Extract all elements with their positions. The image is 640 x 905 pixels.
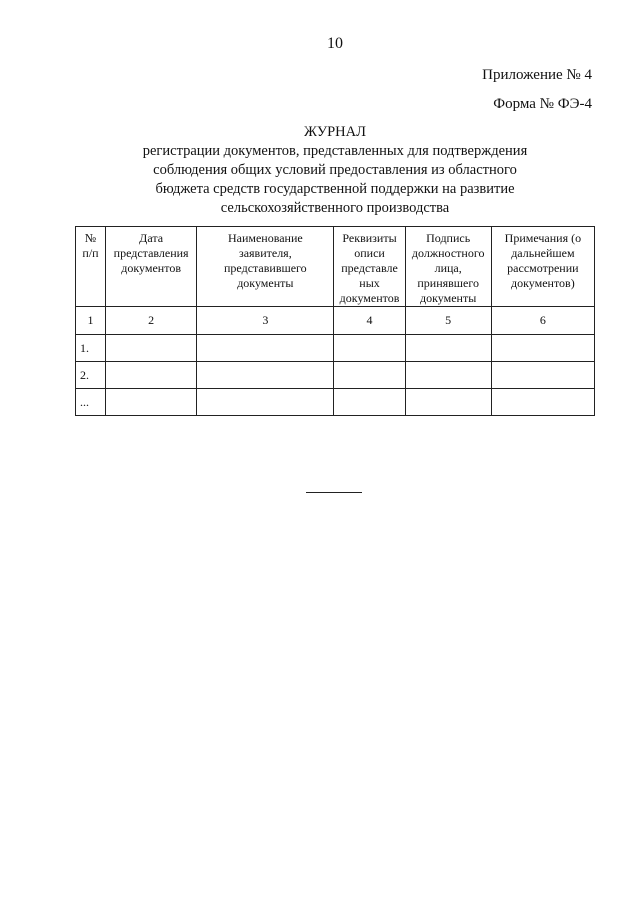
journal-table [75, 226, 595, 416]
page-number: 10 [327, 35, 343, 52]
title-line-2: соблюдения общих условий предоставления из областного [153, 162, 517, 178]
form-number-label: Форма № ФЭ-4 [493, 96, 592, 112]
header-text: документы [420, 291, 477, 305]
header-text: представле [341, 261, 398, 275]
header-text: заявителя, [238, 246, 292, 260]
header-text: п/п [82, 246, 99, 260]
header-text: Реквизиты [342, 231, 397, 245]
header-text: представления [113, 246, 189, 260]
title-line-1: регистрации документов, представленных для подтверждения [142, 143, 528, 159]
table-cell [106, 335, 197, 362]
table-cell [106, 362, 197, 389]
table-row [76, 389, 595, 416]
header-text: должностного [411, 246, 485, 260]
table-header-row [76, 227, 595, 307]
header-text: документов [121, 261, 181, 275]
table-cell: ... [76, 389, 106, 416]
title-line-4: сельскохозяйственного производства [220, 200, 450, 216]
table-cell [405, 362, 491, 389]
header-text: № [84, 231, 97, 245]
column-number: 5 [405, 307, 491, 335]
header-text: ных [359, 276, 380, 290]
header-text: Наименование [227, 231, 303, 245]
table-cell [491, 362, 594, 389]
header-text: описи [354, 246, 385, 260]
table-cell [405, 389, 491, 416]
table-cell [491, 335, 594, 362]
header-number [76, 227, 106, 307]
table-cell [197, 362, 334, 389]
column-number-row [76, 307, 595, 335]
column-number: 3 [197, 307, 334, 335]
table-cell [334, 362, 405, 389]
appendix-label: Приложение № 4 [482, 67, 592, 83]
column-number: 1 [76, 307, 106, 335]
header-text: лица, [434, 261, 462, 275]
table-cell [405, 335, 491, 362]
column-number: 6 [491, 307, 594, 335]
end-divider [306, 492, 362, 493]
document-title [0, 123, 640, 218]
header-applicant [197, 227, 334, 307]
table-row [76, 362, 595, 389]
header-text: документы [237, 276, 294, 290]
header-text: представившего [224, 261, 307, 275]
header-text: принявшего [417, 276, 479, 290]
title-main: ЖУРНАЛ [304, 124, 366, 140]
column-number: 4 [334, 307, 405, 335]
table-row [76, 335, 595, 362]
table-cell: 1. [76, 335, 106, 362]
table-cell [491, 389, 594, 416]
header-text: документов) [511, 276, 575, 290]
table-cell [197, 389, 334, 416]
table-cell [106, 389, 197, 416]
title-line-3: бюджета средств государственной поддержки на развитие [155, 181, 515, 197]
table-cell [334, 389, 405, 416]
header-inventory [334, 227, 405, 307]
table-cell [334, 335, 405, 362]
header-text: дальнейшем [511, 246, 575, 260]
header-text: рассмотрении [507, 261, 579, 275]
header-text: документов [339, 291, 400, 305]
header-text: Примечания (о [504, 231, 582, 245]
header-date [106, 227, 197, 307]
column-number: 2 [106, 307, 197, 335]
table-cell [197, 335, 334, 362]
table-cell: 2. [76, 362, 106, 389]
header-text: Подпись [426, 231, 471, 245]
header-signature [405, 227, 491, 307]
header-notes [491, 227, 594, 307]
header-text: Дата [139, 231, 164, 245]
